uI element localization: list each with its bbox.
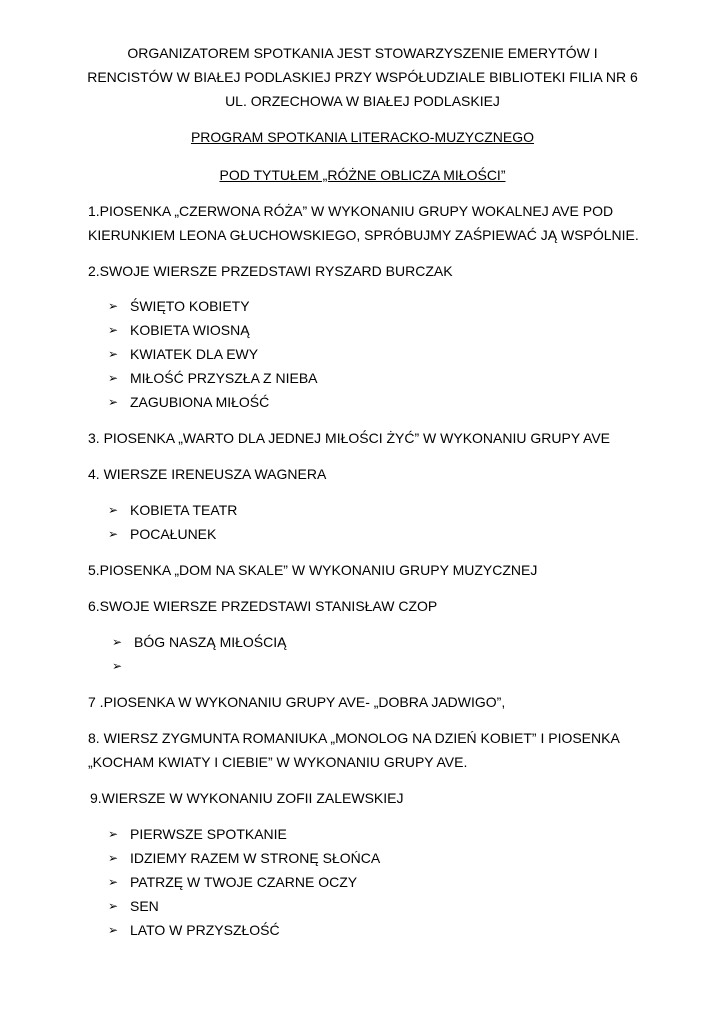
item-1-line-1: 1.PIOSENKA „CZERWONA RÓŻA” W WYKONANIU GRUPY WOKALNEJ AVE POD [88, 203, 614, 219]
item-5: 5.PIOSENKA „DOM NA SKALE” W WYKONANIU GRUPY MUZYCZNEJ [88, 562, 538, 578]
arrow-bullet-icon: ➢ [108, 347, 119, 361]
list-item: ➢ KOBIETA TEATR [108, 498, 237, 522]
item-3: 3. PIOSENKA „WARTO DLA JEDNEJ MIŁOŚCI ŻYĆ” W WYKONANIU GRUPY AVE [88, 430, 610, 446]
list-item: ➢ ZAGUBIONA MIŁOŚĆ [108, 390, 318, 414]
item-2: 2.SWOJE WIERSZE PRZEDSTAWI RYSZARD BURCZAK [88, 263, 453, 279]
arrow-bullet-icon: ➢ [112, 659, 123, 673]
list-item: ➢ BÓG NASZĄ MIŁOŚCIĄ [112, 630, 286, 654]
list-item: ➢ PIERWSZE SPOTKANIE [108, 822, 380, 846]
arrow-bullet-icon: ➢ [108, 827, 119, 841]
list-item: ➢ IDZIEMY RAZEM W STRONĘ SŁOŃCA [108, 846, 380, 870]
item-7: 7 .PIOSENKA W WYKONANIU GRUPY AVE- „DOBRA JADWIGO”, [88, 694, 506, 710]
arrow-bullet-icon: ➢ [108, 851, 119, 865]
arrow-bullet-icon: ➢ [108, 371, 119, 385]
item-6-poem-list [112, 630, 286, 678]
header-line-3: UL. ORZECHOWA W BIAŁEJ PODLASKIEJ [225, 93, 500, 109]
arrow-bullet-icon: ➢ [108, 503, 119, 517]
item-4: 4. WIERSZE IRENEUSZA WAGNERA [88, 466, 327, 482]
item-4-poem-list [108, 498, 237, 546]
list-item: ➢ MIŁOŚĆ PRZYSZŁA Z NIEBA [108, 366, 318, 390]
arrow-bullet-icon: ➢ [108, 875, 119, 889]
header-line-2: RENCISTÓW W BIAŁEJ PODLASKIEJ PRZY WSPÓŁUDZIALE BIBLIOTEKI FILIA NR 6 [87, 69, 638, 85]
list-item: ➢ KOBIETA WIOSNĄ [108, 318, 318, 342]
arrow-bullet-icon: ➢ [108, 899, 119, 913]
header-line-1: ORGANIZATOREM SPOTKANIA JEST STOWARZYSZENIE EMERYTÓW I [127, 45, 598, 61]
item-2-poem-list [108, 294, 318, 414]
item-9: 9.WIERSZE W WYKONANIU ZOFII ZALEWSKIEJ [90, 790, 404, 806]
item-9-poem-list [108, 822, 380, 942]
list-item [112, 654, 286, 678]
arrow-bullet-icon: ➢ [108, 323, 119, 337]
item-1-line-2: KIERUNKIEM LEONA GŁUCHOWSKIEGO, SPRÓBUJMY ZAŚPIEWAĆ JĄ WSPÓLNIE. [88, 227, 639, 243]
list-item: ➢ SEN [108, 894, 380, 918]
item-8 [88, 726, 658, 774]
list-item: ➢ LATO W PRZYSZŁOŚĆ [108, 918, 380, 942]
item-6: 6.SWOJE WIERSZE PRZEDSTAWI STANISŁAW CZOP [88, 598, 438, 614]
list-item: ➢ PATRZĘ W TWOJE CZARNE OCZY [108, 870, 380, 894]
program-title: PROGRAM SPOTKANIA LITERACKO-MUZYCZNEGO [190, 129, 535, 145]
list-item: ➢ ŚWIĘTO KOBIETY [108, 294, 318, 318]
list-item: ➢ POCAŁUNEK [108, 522, 237, 546]
item-8-line-1: 8. WIERSZ ZYGMUNTA ROMANIUKA „MONOLOG NA DZIEŃ KOBIET” I PIOSENKA [88, 730, 620, 746]
list-item: ➢ KWIATEK DLA EWY [108, 342, 318, 366]
arrow-bullet-icon: ➢ [108, 923, 119, 937]
arrow-bullet-icon: ➢ [108, 299, 119, 313]
arrow-bullet-icon: ➢ [112, 635, 123, 649]
organizer-header [60, 41, 665, 113]
arrow-bullet-icon: ➢ [108, 527, 119, 541]
arrow-bullet-icon: ➢ [108, 395, 119, 409]
program-subtitle: POD TYTUŁEM „RÓŻNE OBLICZA MIŁOŚCI” [219, 167, 506, 183]
item-1 [88, 199, 658, 247]
item-8-line-2: „KOCHAM KWIATY I CIEBIE” W WYKONANIU GRUPY AVE. [88, 754, 468, 770]
